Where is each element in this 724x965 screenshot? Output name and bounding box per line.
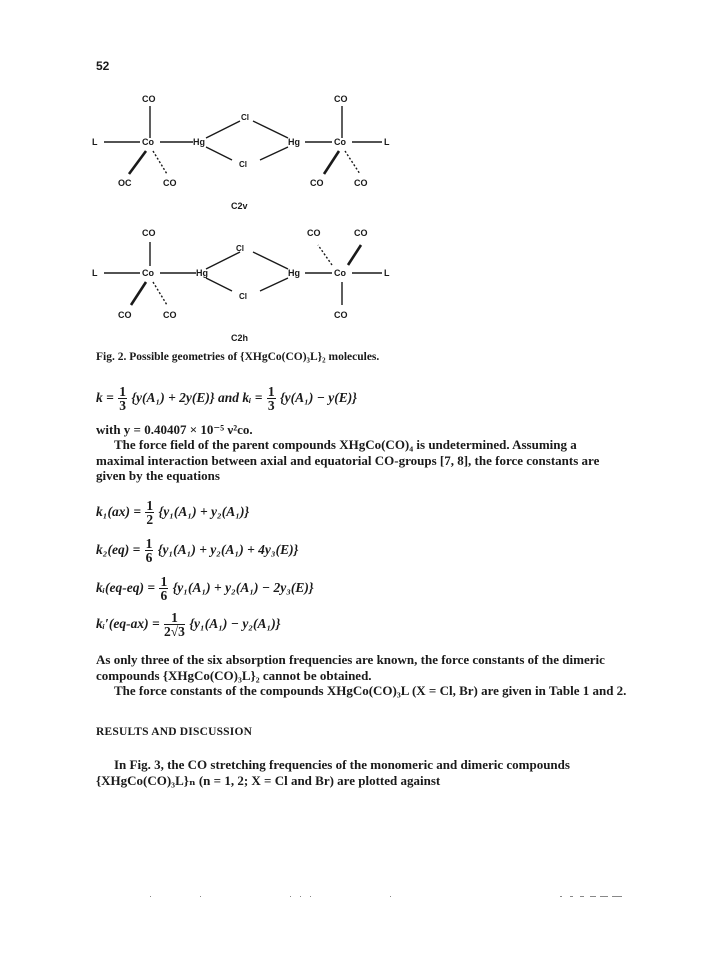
fraction: $\frac{1}{6}$ — [145, 536, 153, 565]
paragraph-3: The force constants of the compounds XHgCo(CO)₃L (X = Cl, Br) are given in Table 1 and 2. — [114, 683, 627, 698]
label-co: CO — [334, 310, 348, 320]
figure-2 — [0, 0, 724, 350]
fraction: $\frac{1}{3}$ — [119, 384, 126, 413]
eq-rhs: {y₁(A₁) + y₂(A₁) − 2y₃(E)} — [172, 580, 314, 596]
equation-k2 — [96, 538, 298, 564]
eq-lhs: k₂(eq) = — [96, 542, 141, 558]
label-co-atom: Co — [334, 137, 346, 147]
label-hg: Hg — [196, 268, 208, 278]
figure-caption: Fig. 2. Possible geometries of {XHgCo(CO)₃L}₂ molecules. — [96, 351, 380, 363]
fraction: $\frac{1}{2√3}$ — [164, 610, 185, 639]
label-co: CO — [307, 228, 321, 238]
fraction: $\frac{1}{2}$ — [146, 498, 154, 527]
label-co: CO — [354, 178, 368, 188]
equation-ki-prime — [96, 612, 280, 638]
section-heading: RESULTS AND DISCUSSION — [96, 726, 253, 738]
eq-k-lhs: k = — [96, 390, 114, 406]
label-cl: Cl — [239, 160, 247, 169]
label-hg: Hg — [288, 137, 300, 147]
page-number: 52 — [96, 59, 110, 73]
label-co: CO — [354, 228, 368, 238]
label-co: CO — [334, 94, 348, 104]
label-oc: OC — [118, 178, 132, 188]
label-co: CO — [163, 310, 177, 320]
label-co: CO — [310, 178, 324, 188]
paragraph-1: The force field of the parent compounds XHgCo(CO)₄ is undetermined. Assuming a maximal interaction between axial and equatorial CO-groups [7, 8], the force constants are given by the equations — [96, 437, 600, 483]
equation-ki — [96, 576, 314, 602]
label-l: L — [92, 137, 98, 147]
label-co-atom: Co — [142, 268, 154, 278]
label-co: CO — [142, 228, 156, 238]
eq-lhs: kᵢ(eq-eq) = — [96, 580, 156, 596]
symmetry-label: C2h — [231, 333, 249, 343]
label-l: L — [92, 268, 98, 278]
label-co-atom: Co — [334, 268, 346, 278]
symmetry-label: C2v — [231, 201, 248, 211]
label-co: CO — [163, 178, 177, 188]
eq-lhs: k₁(ax) = — [96, 504, 142, 520]
fraction: $\frac{1}{3}$ — [267, 384, 275, 413]
eq-rhs: {y₁(A₁) − y₂(A₁)} — [189, 616, 281, 632]
label-cl: Cl — [239, 292, 247, 301]
label-hg: Hg — [193, 137, 205, 147]
label-hg: Hg — [288, 268, 300, 278]
eq-lhs: kᵢ′(eq-ax) = — [96, 616, 160, 632]
label-co: CO — [118, 310, 132, 320]
equation-k — [96, 386, 357, 412]
eq-k-part2: {y(A₁) − y(E)} — [279, 390, 357, 406]
with-line: with y = 0.40407 × 10⁻⁵ ν²co. — [96, 422, 253, 437]
scan-artifact — [140, 895, 640, 899]
eq-rhs: {y₁(A₁) + y₂(A₁)} — [158, 504, 250, 520]
eq-rhs: {y₁(A₁) + y₂(A₁) + 4y₃(E)} — [157, 542, 299, 558]
label-cl: Cl — [236, 244, 244, 253]
label-l: L — [384, 268, 390, 278]
equation-k1 — [96, 500, 249, 526]
eq-k-part1: {y(A₁) + 2y(E)} and kᵢ = — [131, 390, 263, 406]
paragraph-4: In Fig. 3, the CO stretching frequencies of the monomeric and dimeric compounds {XHgCo(CO)₃L}ₙ (n = 1, 2; X = Cl and Br) are plotted against — [96, 757, 570, 788]
paragraph-2: As only three of the six absorption frequencies are known, the force constants of the dimeric compounds {XHgCo(CO)₃L}₂ cannot be obtained. — [96, 652, 605, 683]
label-cl: Cl — [241, 113, 249, 122]
label-co: CO — [142, 94, 156, 104]
fraction: $\frac{1}{6}$ — [160, 574, 168, 603]
label-l: L — [384, 137, 390, 147]
label-co-atom: Co — [142, 137, 154, 147]
